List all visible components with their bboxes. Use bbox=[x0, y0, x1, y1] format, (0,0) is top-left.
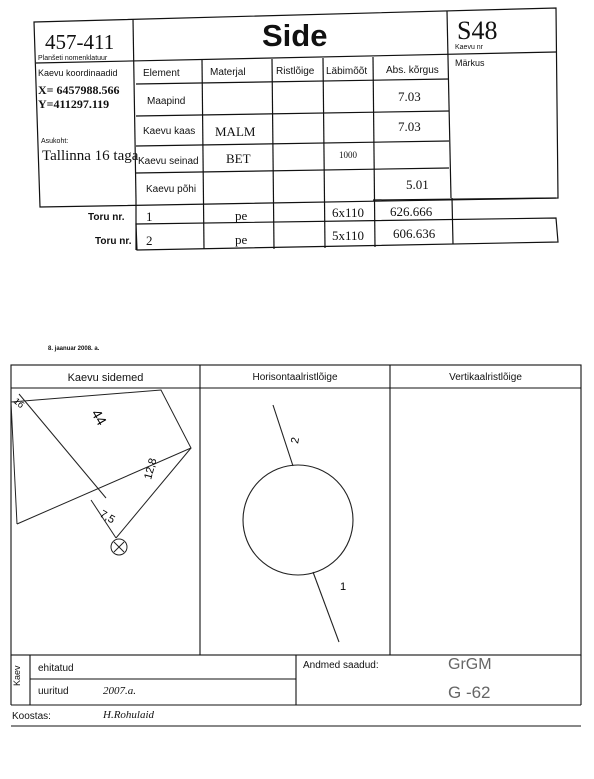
row-element: Kaevu kaas bbox=[143, 126, 196, 137]
form-title: Side bbox=[262, 18, 328, 53]
sketch-label-44: 44 bbox=[88, 406, 111, 428]
data-source-label: Andmed saadud: bbox=[303, 660, 379, 671]
pipe-diameter: 6x110 bbox=[332, 205, 365, 220]
row-height: 7.03 bbox=[398, 89, 421, 104]
coord-y: Y=411297.119 bbox=[38, 97, 110, 111]
col-height: Abs. kõrgus bbox=[386, 65, 439, 76]
col-element: Element bbox=[143, 68, 180, 79]
coord-x: X= 6457988.566 bbox=[38, 83, 120, 97]
pipe-material: pe bbox=[235, 232, 248, 247]
place-value: Tallinna 16 taga bbox=[42, 148, 139, 164]
row-diameter: 1000 bbox=[339, 150, 357, 160]
sketch-label-75: 7,5 bbox=[97, 508, 117, 527]
built-label: ehitatud bbox=[38, 663, 74, 674]
print-date: 8. jaanuar 2008. a. bbox=[48, 346, 100, 352]
sketch-label-1: 1б bbox=[11, 395, 26, 411]
pipe-label: Toru nr. bbox=[95, 236, 132, 247]
checked-value: 2007.a. bbox=[103, 685, 136, 697]
place-label: Asukoht: bbox=[41, 138, 69, 145]
author-value: H.Rohulaid bbox=[103, 709, 155, 721]
row-material: MALM bbox=[215, 124, 256, 139]
coords-label: Kaevu koordinaadid bbox=[38, 68, 118, 78]
col-cross: Ristlõige bbox=[276, 66, 315, 77]
pipe-label-2: 2 bbox=[289, 436, 303, 445]
pipe-nr: 2 bbox=[146, 233, 153, 248]
data-source-value-2: G -62 bbox=[448, 683, 491, 702]
pipe-height: 626.666 bbox=[390, 204, 433, 219]
row-material: BET bbox=[226, 151, 251, 166]
section-title-horizontal: Horisontaalristlõige bbox=[252, 372, 338, 383]
connections-sketch bbox=[11, 388, 200, 655]
pipe-nr: 1 bbox=[146, 209, 153, 224]
row-element: Kaevu seinad bbox=[138, 156, 199, 167]
row-height: 7.03 bbox=[398, 119, 421, 134]
remarks-label: Märkus bbox=[455, 58, 485, 68]
pipe-material: pe bbox=[235, 208, 248, 223]
pipe-label: Toru nr. bbox=[88, 212, 125, 223]
sketch-label-128: 12,8 bbox=[142, 456, 160, 481]
checked-label: uuritud bbox=[38, 686, 69, 697]
horizontal-section-sketch bbox=[200, 388, 390, 655]
manhole-code-label: Kaevu nr bbox=[455, 44, 484, 51]
author-label: Koostas: bbox=[12, 711, 51, 722]
pipe-diameter: 5x110 bbox=[332, 228, 365, 243]
manhole-code: S48 bbox=[457, 16, 498, 45]
row-element: Kaevu põhi bbox=[146, 184, 197, 195]
footer-lines bbox=[0, 650, 594, 779]
nomenclature-label: Planšeti nomenklatuur bbox=[38, 55, 108, 62]
pipe-height: 606.636 bbox=[393, 226, 436, 241]
row-element: Maapind bbox=[147, 96, 186, 107]
col-diameter: Läbimõõt bbox=[326, 66, 368, 77]
section-title-vertical: Vertikaalristlõige bbox=[449, 372, 522, 383]
pipe-label-1: 1 bbox=[340, 581, 347, 593]
footer-side-label: Kaev bbox=[12, 665, 22, 686]
sheet-number: 457-411 bbox=[45, 30, 115, 54]
col-material: Materjal bbox=[210, 67, 246, 78]
row-height: 5.01 bbox=[406, 177, 429, 192]
data-source-value-1: GrGM bbox=[448, 656, 492, 673]
section-title-connections: Kaevu sidemed bbox=[67, 372, 144, 384]
